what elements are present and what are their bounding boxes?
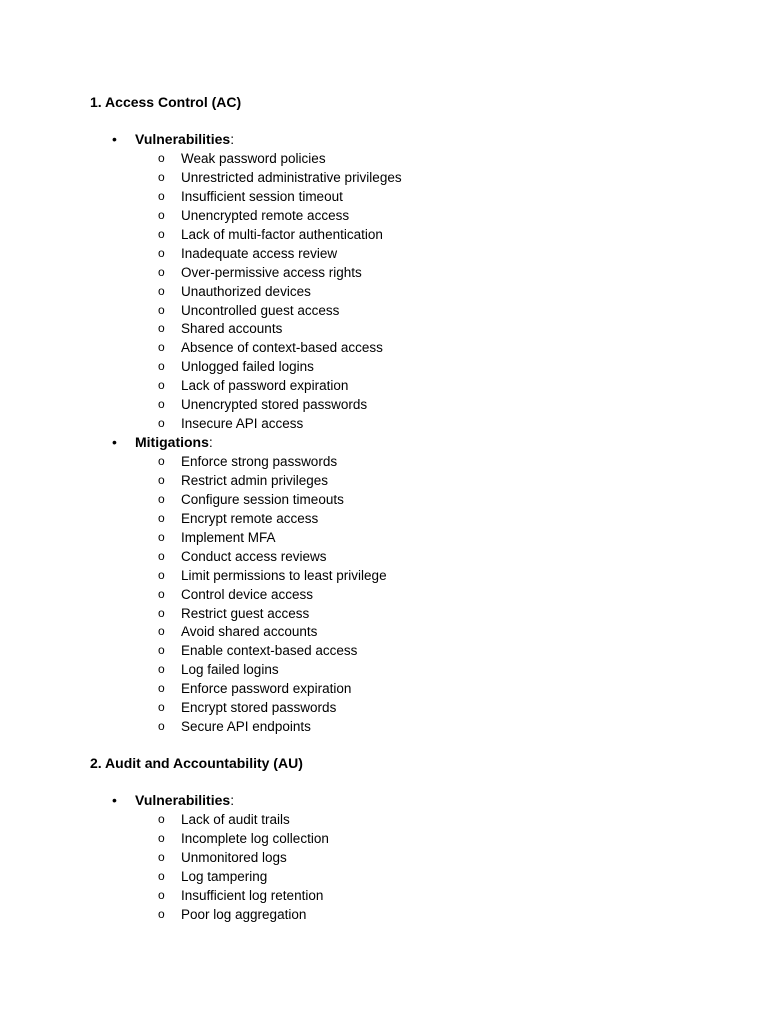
list-item [0, 225, 768, 244]
list-item-text: Encrypt remote access [181, 510, 319, 526]
list-item [0, 357, 768, 376]
sub-bullet-marker: o [158, 700, 165, 715]
sub-bullet-marker: o [158, 454, 165, 468]
list-item [0, 660, 768, 679]
list-item-text: Avoid shared accounts [181, 624, 318, 640]
list-item-text: Secure API endpoints [181, 719, 311, 735]
sub-bullet-marker: o [158, 207, 165, 222]
item-list [0, 452, 768, 736]
list-item-text: Unrestricted administrative privileges [181, 169, 402, 185]
list-item [0, 301, 768, 320]
list-item [0, 414, 768, 433]
list-item-text: Lack of multi-factor authentication [181, 226, 383, 242]
list-item [0, 149, 768, 168]
list-item-text: Insufficient log retention [181, 887, 324, 903]
list-item [0, 319, 768, 338]
sub-bullet-marker: o [158, 567, 165, 582]
sub-bullet-marker: o [158, 321, 165, 336]
sub-bullet-marker: o [158, 264, 165, 279]
list-item [0, 528, 768, 547]
item-list [0, 149, 768, 433]
list-item-text: Lack of password expiration [181, 378, 349, 394]
sub-bullet-marker: o [158, 188, 165, 203]
list-item [0, 168, 768, 187]
list-item-text: Restrict admin privileges [181, 472, 329, 488]
list-item-text: Log failed logins [181, 662, 279, 678]
list-item-text: Unlogged failed logins [181, 359, 314, 375]
sub-bullet-marker: o [158, 359, 165, 374]
sub-bullet-marker: o [158, 605, 165, 620]
list-item-text: Lack of audit trails [181, 812, 290, 827]
sub-bullet-marker: o [158, 812, 165, 826]
list-item [0, 566, 768, 585]
list-item [0, 509, 768, 528]
sub-bullet-marker: o [158, 340, 165, 355]
list-item-text: Unencrypted stored passwords [181, 397, 368, 413]
group-audit-vulnerabilities [0, 791, 768, 924]
list-item [0, 810, 768, 829]
sub-bullet-marker: o [158, 548, 165, 563]
sub-bullet-marker: o [158, 906, 165, 921]
list-item [0, 376, 768, 395]
list-item-text: Enforce password expiration [181, 681, 352, 697]
list-item-text: Implement MFA [181, 529, 276, 545]
list-item [0, 206, 768, 225]
sub-bullet-marker: o [158, 302, 165, 317]
sub-bullet-marker: o [158, 643, 165, 658]
list-item-text: Inadequate access review [181, 245, 338, 261]
list-item-text: Unencrypted remote access [181, 207, 350, 223]
sub-bullet-marker: o [158, 868, 165, 883]
list-item [0, 886, 768, 905]
sub-bullet-marker: o [158, 283, 165, 298]
list-item [0, 698, 768, 717]
list-item-text: Enforce strong passwords [181, 454, 338, 469]
list-item-text: Restrict guest access [181, 605, 310, 621]
sub-bullet-marker: o [158, 681, 165, 696]
list-item-text: Limit permissions to least privilege [181, 567, 387, 583]
sub-bullet-marker: o [158, 849, 165, 864]
group-label: Vulnerabilities: [135, 131, 235, 147]
sub-bullet-marker: o [158, 416, 165, 431]
list-item-text: Control device access [181, 586, 314, 602]
list-item-text: Insufficient session timeout [181, 188, 343, 204]
bullet-marker: • [112, 131, 117, 147]
list-item-text: Enable context-based access [181, 643, 358, 659]
sub-bullet-marker: o [158, 151, 165, 165]
list-item [0, 490, 768, 509]
list-item [0, 338, 768, 357]
list-item [0, 547, 768, 566]
list-item-text: Unmonitored logs [181, 849, 287, 865]
list-item-text: Shared accounts [181, 321, 283, 337]
sub-bullet-marker: o [158, 529, 165, 544]
section-heading-audit-accountability: 2. Audit and Accountability (AU) [90, 755, 303, 771]
list-item [0, 263, 768, 282]
list-item [0, 829, 768, 848]
list-item-text: Over-permissive access rights [181, 264, 362, 280]
list-item [0, 282, 768, 301]
list-item-text: Configure session timeouts [181, 491, 344, 507]
group-label: Mitigations: [135, 434, 213, 450]
sub-bullet-marker: o [158, 226, 165, 241]
sub-bullet-marker: o [158, 510, 165, 525]
bullet-marker: • [112, 792, 117, 808]
section-heading-access-control: 1. Access Control (AC) [90, 94, 242, 110]
sub-bullet-marker: o [158, 378, 165, 393]
list-item [0, 867, 768, 886]
bullet-marker: • [112, 434, 117, 450]
group-label-row [0, 433, 768, 452]
list-item [0, 395, 768, 414]
group-label-row [0, 130, 768, 149]
list-item [0, 471, 768, 490]
sub-bullet-marker: o [158, 397, 165, 412]
list-item-text: Encrypt stored passwords [181, 700, 337, 716]
list-item-text: Log tampering [181, 868, 268, 884]
group-label-row [0, 791, 768, 810]
list-item-text: Unauthorized devices [181, 283, 311, 299]
sub-bullet-marker: o [158, 491, 165, 506]
list-item-text: Absence of context-based access [181, 340, 383, 356]
list-item [0, 585, 768, 604]
list-item [0, 622, 768, 641]
list-item [0, 905, 768, 924]
sub-bullet-marker: o [158, 586, 165, 601]
list-item-text: Poor log aggregation [181, 906, 307, 922]
list-item [0, 641, 768, 660]
sub-bullet-marker: o [158, 472, 165, 487]
list-item-text: Insecure API access [181, 416, 304, 432]
list-item [0, 717, 768, 736]
list-item-text: Conduct access reviews [181, 548, 327, 564]
list-item [0, 604, 768, 623]
list-item [0, 452, 768, 471]
list-item [0, 679, 768, 698]
list-item-text: Weak password policies [181, 151, 326, 166]
list-item-text: Uncontrolled guest access [181, 302, 340, 318]
group-label: Vulnerabilities: [135, 792, 235, 808]
sub-bullet-marker: o [158, 245, 165, 260]
sub-bullet-marker: o [158, 830, 165, 845]
item-list [0, 810, 768, 924]
sub-bullet-marker: o [158, 719, 165, 734]
sub-bullet-marker: o [158, 624, 165, 639]
list-item [0, 244, 768, 263]
list-item-text: Incomplete log collection [181, 830, 329, 846]
sub-bullet-marker: o [158, 662, 165, 677]
group-access-control-mitigations [0, 433, 768, 736]
list-item [0, 187, 768, 206]
sub-bullet-marker: o [158, 887, 165, 902]
group-access-control-vulnerabilities [0, 130, 768, 433]
list-item [0, 848, 768, 867]
sub-bullet-marker: o [158, 169, 165, 184]
